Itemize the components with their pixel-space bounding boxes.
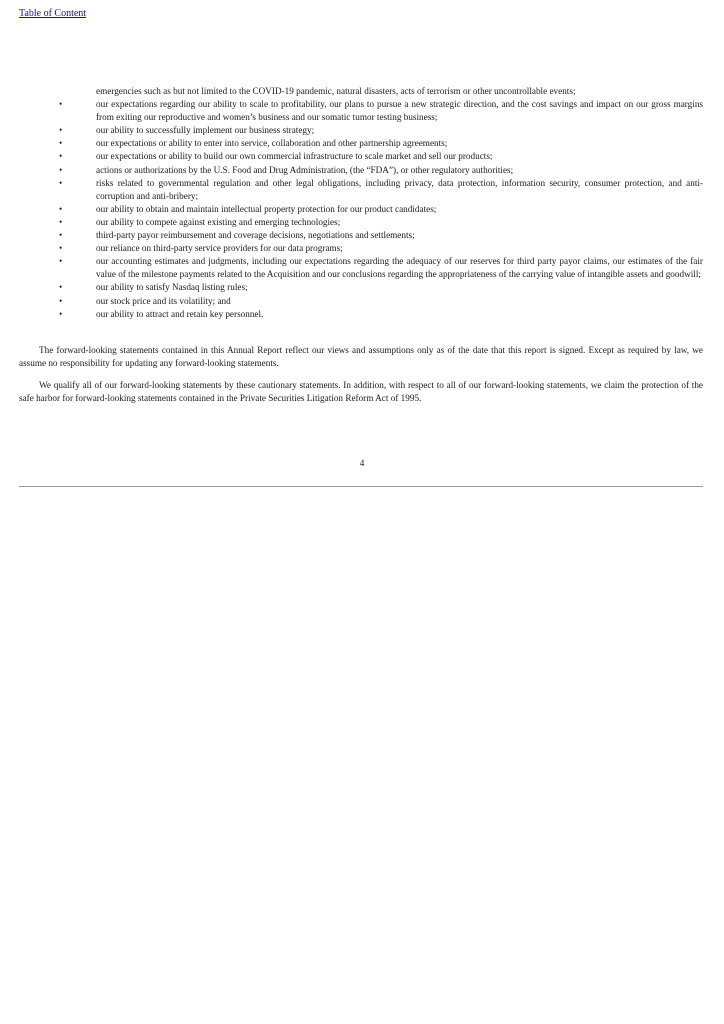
bullet-item: [19, 177, 703, 203]
bullet-marker: •: [59, 282, 63, 293]
bullet-item: [19, 124, 703, 137]
paragraph-forward-looking-views: The forward-looking statements contained in this Annual Report reflect our views and assumptions only as of the date that this report is signed. Except as required by law, we assume no responsibility for updating any forward-looking statements.: [19, 345, 703, 369]
bullet-marker: •: [59, 308, 63, 319]
forward-looking-bullet-list: [19, 85, 703, 321]
bullet-marker: •: [59, 151, 63, 162]
bullet-text: our accounting estimates and judgments, including our expectations regarding the adequacy of our reserves for third party payor claims, our estimates of the fair value of the milestone payments related to the Acquisition and our conclusions regarding the appropriateness of the carrying value of intangible assets and goodwill;: [96, 256, 703, 280]
bullet-item: [19, 295, 703, 308]
bullet-text: our ability to compete against existing and emerging technologies;: [96, 216, 341, 227]
bullet-marker: •: [59, 243, 63, 254]
bullet-marker: •: [59, 164, 63, 175]
bullet-text: third-party payor reimbursement and coverage decisions, negotiations and settlements;: [96, 230, 415, 241]
bullet-item: [19, 242, 703, 255]
bullet-item: [19, 216, 703, 229]
bullet-text: our reliance on third-party service providers for our data programs;: [96, 243, 343, 254]
bullet-marker: •: [59, 203, 63, 214]
bullet-marker: •: [59, 256, 63, 267]
page-divider: [19, 486, 703, 487]
bullet-text: our ability to satisfy Nasdaq listing rules;: [96, 282, 248, 293]
bullet-text: our expectations regarding our ability to scale to profitability, our plans to pursue a new strategic direction, and the cost savings and impact on our gross margins from exiting our reproductive and women’s business and our somatic tumor testing business;: [96, 99, 703, 123]
bullet-item: [19, 85, 703, 98]
bullet-marker: •: [59, 295, 63, 306]
bullet-item: [19, 137, 703, 150]
bullet-item: [19, 150, 703, 163]
bullet-text: risks related to governmental regulation and other legal obligations, including privacy, data protection, information security, consumer protection, and anti-corruption and anti-bribery;: [96, 177, 703, 201]
bullet-text: our stock price and its volatility; and: [96, 295, 231, 306]
bullet-marker: •: [59, 99, 63, 110]
bullet-text: emergencies such as but not limited to the COVID-19 pandemic, natural disasters, acts of terrorism or other uncontrollable events;: [96, 86, 576, 96]
bullet-text: actions or authorizations by the U.S. Food and Drug Administration, (the “FDA”), or other regulatory authorities;: [96, 164, 514, 175]
bullet-marker: •: [59, 216, 63, 227]
bullet-text: our ability to attract and retain key personnel.: [96, 308, 264, 319]
paragraph-safe-harbor: We qualify all of our forward-looking statements by these cautionary statements. In addition, with respect to all of our forward-looking statements, we claim the protection of the safe harbor for forward-looking statements contained in the Private Securities Litigation Reform Act of 1995.: [19, 380, 703, 404]
bullet-text: our expectations or ability to enter into service, collaboration and other partnership agreements;: [96, 138, 448, 149]
bullet-marker: •: [59, 138, 63, 149]
bullet-marker: •: [59, 177, 63, 188]
bullet-item: [19, 308, 703, 321]
bullet-marker: •: [59, 230, 63, 241]
bullet-marker: •: [59, 125, 63, 136]
bullet-text: our ability to obtain and maintain intellectual property protection for our product candidates;: [96, 203, 437, 214]
bullet-text: our expectations or ability to build our own commercial infrastructure to scale market and sell our products;: [96, 151, 493, 162]
bullet-item: [19, 203, 703, 216]
bullet-item: [19, 255, 703, 281]
page-number: 4: [359, 458, 365, 468]
bullet-item: [19, 164, 703, 177]
bullet-item: [19, 229, 703, 242]
table-of-content-link[interactable]: Table of Content: [19, 8, 87, 19]
bullet-text: our ability to successfully implement our business strategy;: [96, 125, 315, 136]
bullet-item: [19, 281, 703, 294]
bullet-item: [19, 98, 703, 124]
